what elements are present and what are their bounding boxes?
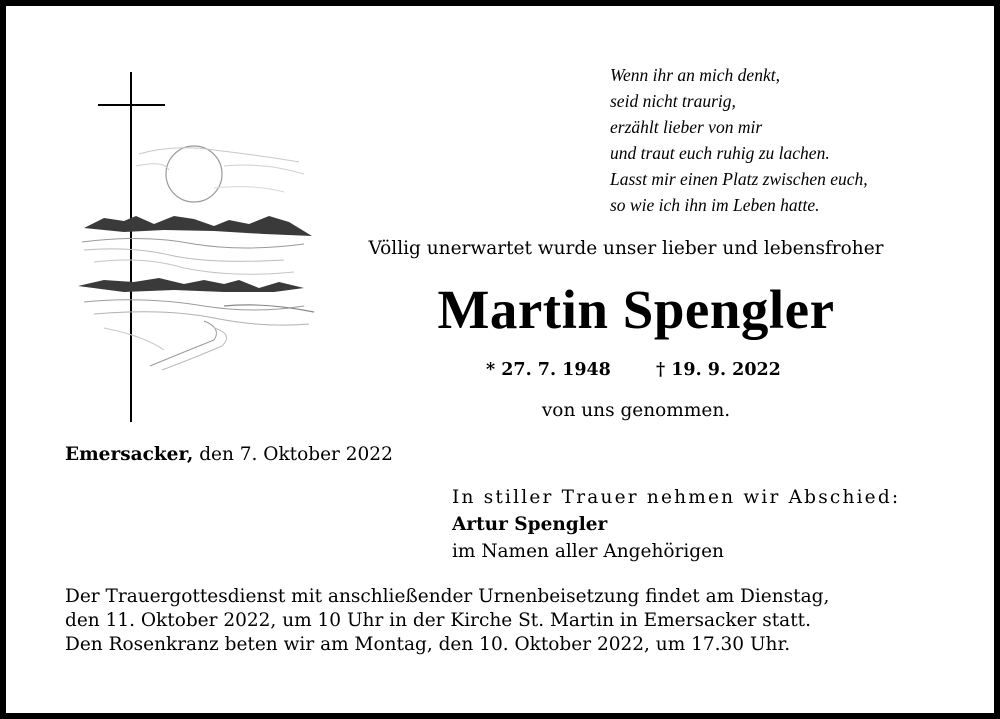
cross-icon [98,72,165,422]
poem-line: Lasst mir einen Platz zwischen euch, [610,169,868,189]
obituary-card [6,6,994,713]
poem-line: und traut euch ruhig zu lachen. [610,143,830,163]
service-line: Der Trauergottesdienst mit anschließender Urnenbeisetzung findet am Dienstag, [65,586,830,607]
poem-line: Wenn ihr an mich denkt, [610,65,780,85]
poem-line: erzählt lieber von mir [610,117,763,137]
poem [610,62,868,218]
death-date: † 19. 9. 2022 [656,360,781,380]
mountains-icon [78,216,314,370]
date: den 7. Oktober 2022 [199,444,393,465]
place: Emersacker, [65,444,194,465]
mourner-name: Artur Spengler [452,514,608,535]
mourning-note: im Namen aller Angehörigen [452,541,724,562]
closing-text: von uns genommen. [541,400,731,421]
service-info [65,585,829,657]
mourning-block [452,484,900,565]
cross-landscape-illustration [64,66,324,426]
service-line: den 11. Oktober 2022, um 10 Uhr in der Kirche St. Martin in Emersacker statt. [65,610,811,631]
place-date [65,444,393,465]
intro-text: Völlig unerwartet wurde unser lieber und lebensfroher [368,238,884,259]
poem-line: seid nicht traurig, [610,91,736,111]
birth-date: * 27. 7. 1948 [486,360,611,380]
deceased-name: Martin Spengler [437,279,835,340]
sun-icon [136,146,304,202]
mourning-heading: In stiller Trauer nehmen wir Abschied: [452,487,901,508]
service-line: Den Rosenkranz beten wir am Montag, den 10. Oktober 2022, um 17.30 Uhr. [65,634,791,655]
poem-line: so wie ich ihn im Leben hatte. [610,195,820,215]
